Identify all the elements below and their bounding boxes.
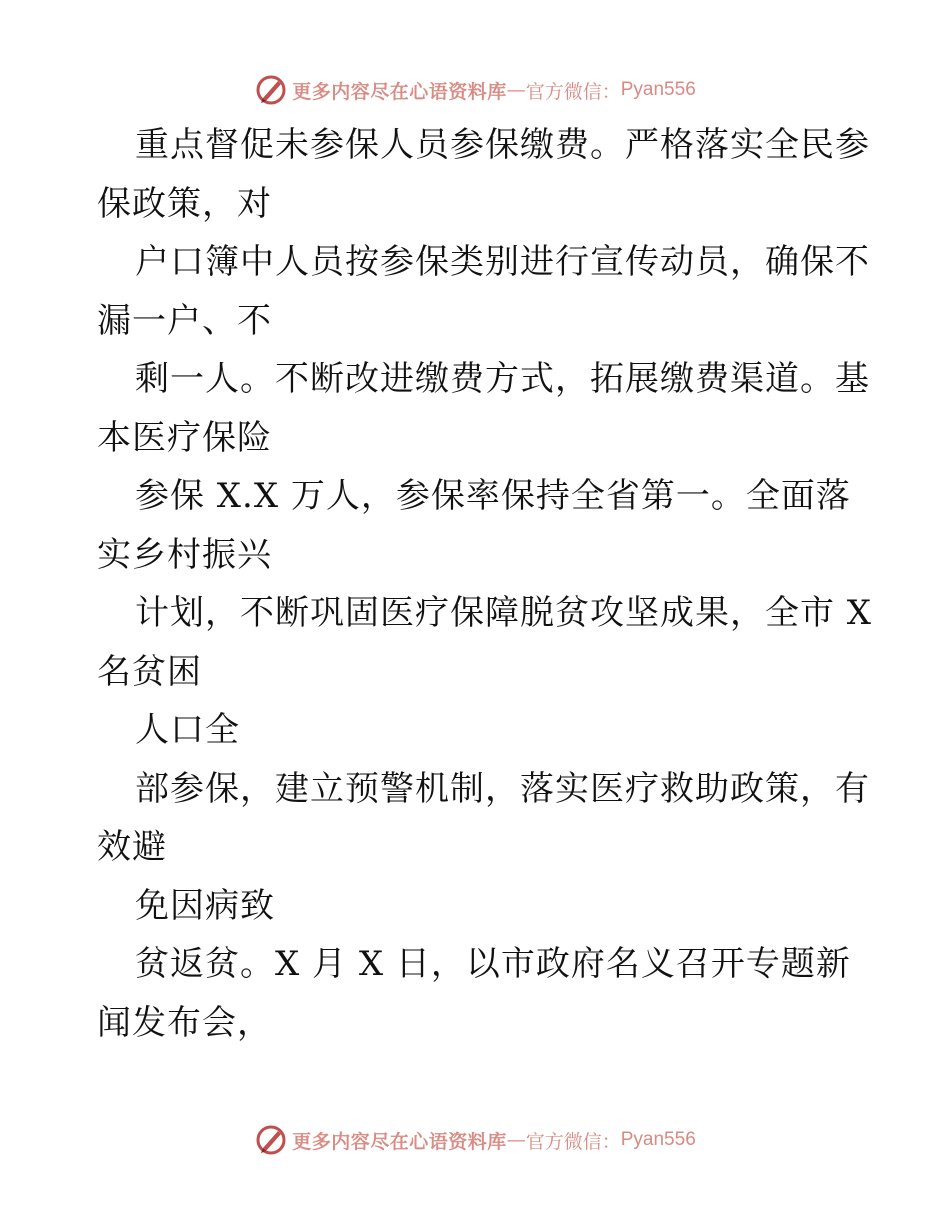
pen-logo-icon [254,1123,288,1157]
header-brand-text: 更多内容尽在心语资料库 [292,80,507,103]
body-line: 计划，不断巩固医疗保障脱贫攻坚成果，全市 X [135,593,873,633]
document-body [97,116,873,1052]
header-wechat-label: 官方微信： [525,80,621,103]
body-line: 闻发布会， [97,1002,272,1043]
body-line: 部参保，建立预警机制，落实医疗救助政策，有 [135,768,870,809]
body-line: 效避 [97,827,167,867]
header-watermark [0,70,950,110]
body-line: 名贫困 [97,651,202,692]
footer-brand-text: 更多内容尽在心语资料库 [292,1130,507,1153]
footer-separator: — [506,1129,526,1151]
body-line: 实乡村振兴 [97,534,272,575]
header-separator: — [506,79,526,101]
body-line: 参保 X.X 万人，参保率保持全省第一。全面落 [135,476,851,516]
header-wechat-id: Pyan556 [620,79,696,100]
footer-watermark [0,1120,950,1160]
pen-logo-icon [254,73,288,107]
body-line: 人口全 [135,710,240,750]
body-line: 贫返贫。X 月 X 日，以市政府名义召开专题新 [135,944,851,984]
body-line: 免因病致 [135,885,275,926]
footer-wechat-label: 官方微信： [525,1130,621,1153]
body-line: 保政策，对 [97,183,272,224]
footer-wechat-id: Pyan556 [620,1129,696,1150]
body-line: 漏一户、不 [97,300,272,341]
body-line: 本医疗保险 [97,417,272,458]
body-line: 重点督促未参保人员参保缴费。严格落实全民参 [135,125,870,165]
body-line: 剩一人。不断改进缴费方式，拓展缴费渠道。基 [135,359,870,399]
body-line: 户口簿中人员按参保类别进行宣传动员，确保不 [135,242,870,282]
